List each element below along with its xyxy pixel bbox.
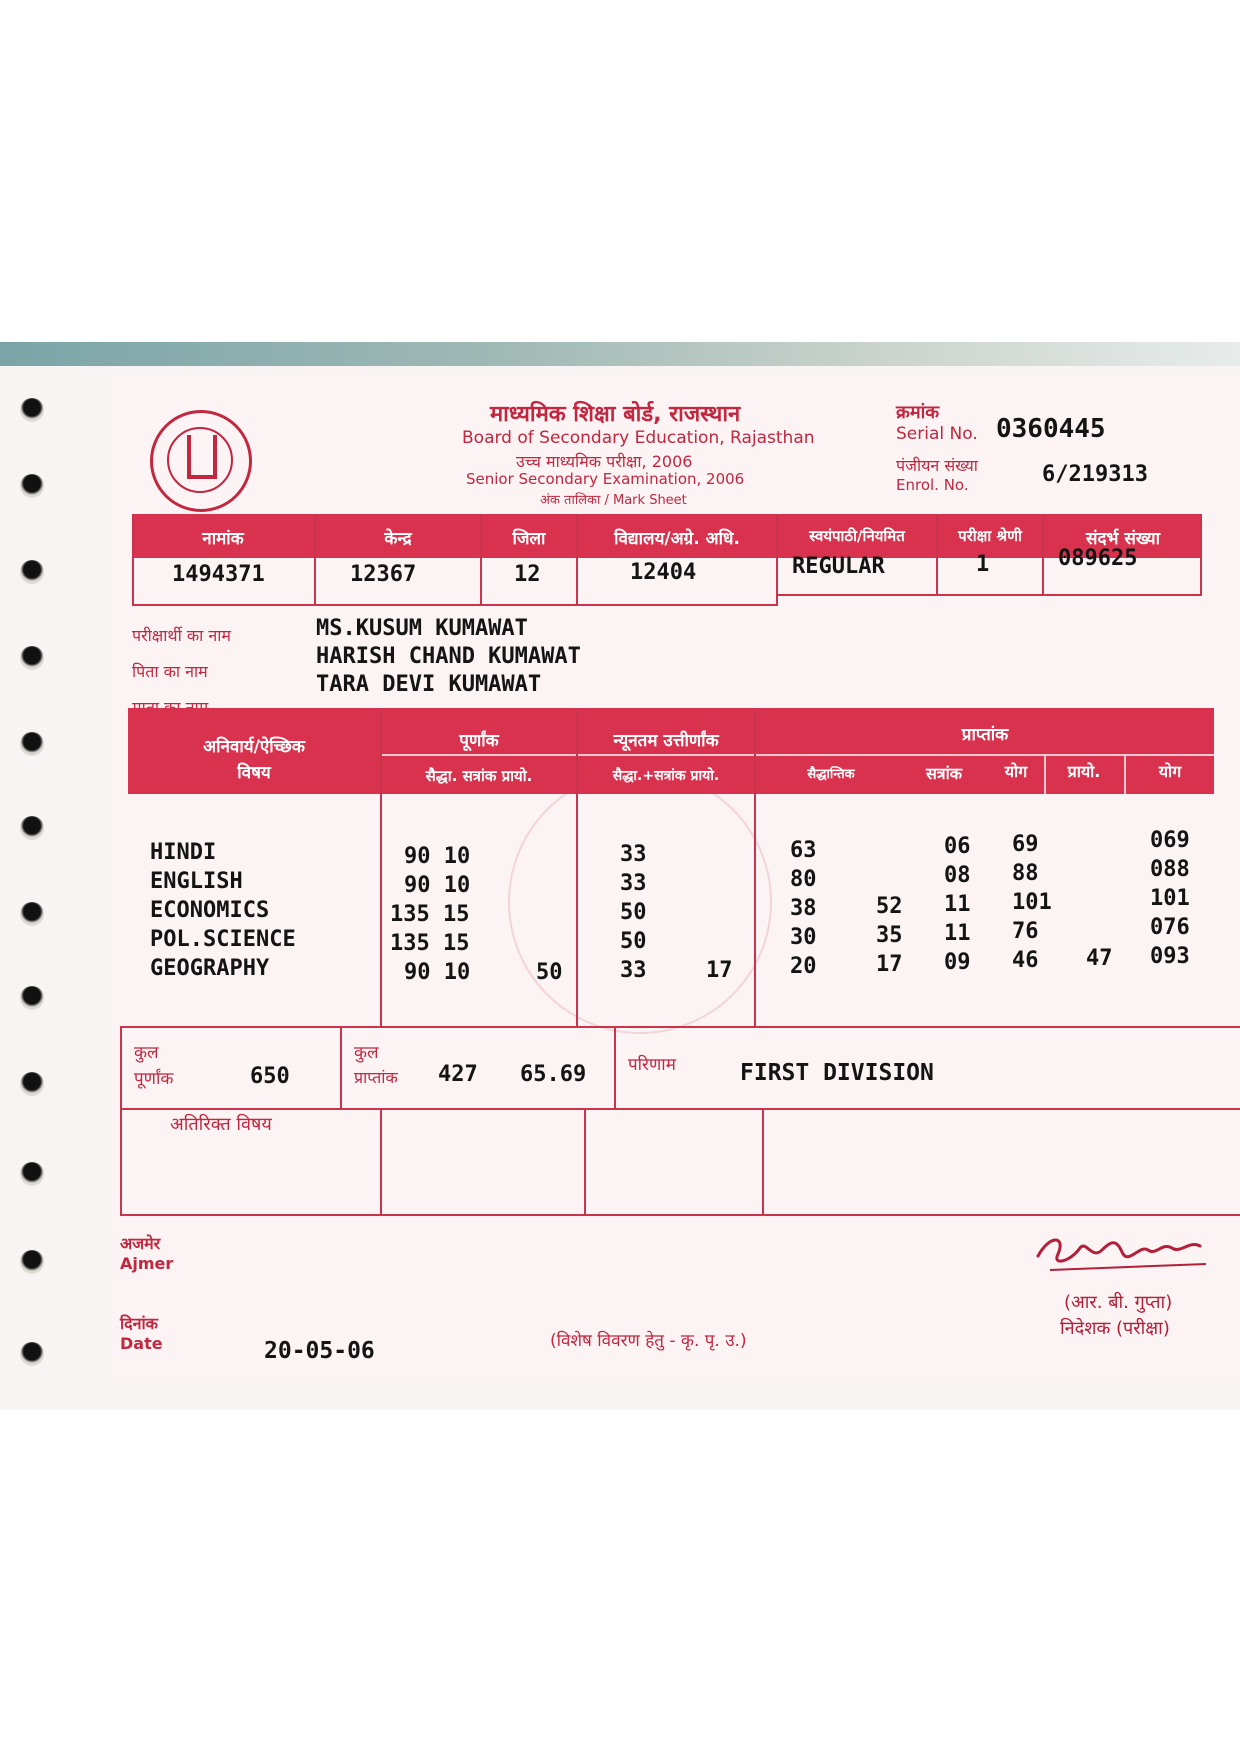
subject-sessional-a: 52 [876,894,903,919]
enrol-number: 6/219313 [1042,462,1148,487]
subject-max: 90 10 [404,873,471,898]
subject-sum: 101 [1012,890,1052,915]
subject-max: 90 10 [404,844,471,869]
enrol-label-hindi: पंजीयन संख्या [896,456,978,475]
marks-border [576,708,578,1026]
subject-sessional: 06 [944,834,971,859]
max-marks-subheader: सैद्धा. सत्रांक प्रायो. [425,767,533,785]
info-border [576,514,578,606]
signer-title: निदेशक (परीक्षा) [1060,1318,1170,1339]
subject-sessional: 11 [944,921,971,946]
subject-name: ECONOMICS [150,898,270,923]
info-header-centre: केन्द्र [384,529,412,549]
subject-sessional: 09 [944,950,971,975]
subject-total: 088 [1150,857,1190,882]
subject-sessional-a: 35 [876,923,903,948]
overleaf-note: (विशेष विवरण हेतु - कृ. पृ. उ.) [550,1331,747,1351]
min-marks-header: न्यूनतम उत्तीर्णांक [613,731,719,751]
subject-name: GEOGRAPHY [150,956,270,981]
obtained-sum-header: योग [1004,762,1028,781]
punch-hole [20,398,44,422]
marks-border [754,708,756,1026]
board-seal-icon [150,410,252,512]
punch-hole [20,1250,44,1274]
max-marks-header: पूर्णांक [459,731,499,751]
signer-name: (आर. बी. गुप्ता) [1064,1292,1173,1313]
total-obtained-label: कुल [354,1043,379,1063]
totals-border [120,1108,1240,1110]
info-border [1042,514,1044,594]
subject-name: POL.SCIENCE [150,927,296,952]
extra-border [762,1108,764,1216]
place-label-hindi: अजमेर [120,1234,161,1253]
info-border [776,514,778,606]
min-marks-subheader: सैद्धा.+सत्रांक प्रायो. [612,768,720,784]
roll-number: 1494371 [172,562,265,587]
subject-min-practical: 17 [706,958,733,983]
info-header-roll: नामांक [202,529,244,549]
extra-subject-label: अतिरिक्त विषय [170,1114,272,1135]
subject-min: 50 [620,900,647,925]
serial-label-hindi: क्रमांक [896,402,940,423]
subject-theory: 20 [790,954,817,979]
obtained-theory-header: सैद्धान्तिक [807,767,855,782]
extra-border [120,1214,1240,1216]
subject-sum: 46 [1012,948,1039,973]
subject-practical: 47 [1086,946,1113,971]
info-border [1200,514,1202,594]
punch-hole [20,732,44,756]
subject-total: 069 [1150,828,1190,853]
serial-label-english: Serial No. [896,424,978,444]
total-obtained-marks: 427 [438,1062,478,1087]
info-border [132,604,778,606]
subject-max: 135 15 [390,931,470,956]
director-signature [1030,1226,1210,1284]
obtained-sessional-header: सत्रांक [925,764,963,783]
subject-min: 33 [620,842,647,867]
obtained-marks-header: प्राप्तांक [961,725,1009,745]
punch-hole [20,1342,44,1366]
total-obtained-label-2: प्राप्तांक [354,1068,398,1087]
punch-hole [20,816,44,840]
result-value: FIRST DIVISION [740,1060,934,1086]
district-code: 12 [514,562,541,587]
subject-total: 101 [1150,886,1190,911]
subject-max: 90 10 [404,960,471,985]
date-label-hindi: दिनांक [120,1314,158,1333]
extra-border [584,1108,586,1216]
date-label-english: Date [120,1334,163,1353]
totals-border [120,1026,122,1216]
candidate-name-label: परीक्षार्थी का नाम [132,626,231,645]
info-header-exam-category: परीक्षा श्रेणी [958,527,1022,545]
issue-date: 20-05-06 [264,1338,375,1364]
total-max-label-2: पूर्णांक [134,1069,174,1089]
subject-name: ENGLISH [150,869,243,894]
subject-sum: 88 [1012,861,1039,886]
exam-name-hindi: उच्च माध्यमिक परीक्षा, 2006 [516,452,693,471]
father-name-label: पिता का नाम [132,662,208,681]
subject-header: अनिवार्य/ऐच्छिक [203,737,305,757]
subject-theory: 38 [790,896,817,921]
total-percentage: 65.69 [520,1062,587,1087]
father-name: HARISH CHAND KUMAWAT [316,644,581,669]
subject-sum: 69 [1012,832,1039,857]
info-border [776,594,1202,596]
board-name-english: Board of Secondary Education, Rajasthan [462,428,815,448]
punch-hole [20,560,44,584]
subject-header-2: विषय [237,763,271,783]
exam-category: 1 [976,552,990,577]
punch-hole [20,646,44,670]
extra-border [380,1108,382,1216]
info-header-school: विद्यालय/अग्रे. अधि. [614,529,740,549]
obtained-total-header: योग [1158,762,1182,781]
punch-hole [20,474,44,498]
subject-min: 33 [620,871,647,896]
subject-theory: 63 [790,838,817,863]
punch-hole [20,1162,44,1186]
info-border [132,514,134,606]
result-label: परिणाम [628,1055,676,1075]
subject-name: HINDI [150,840,217,865]
subject-sessional: 11 [944,892,971,917]
info-border [480,514,482,606]
subject-sessional-a: 17 [876,952,903,977]
punch-hole [20,902,44,926]
marks-border [380,708,382,1026]
total-max-label: कुल [134,1043,159,1063]
subject-theory: 30 [790,925,817,950]
mark-sheet-label: अंक तालिका / Mark Sheet [540,493,687,508]
subject-theory: 80 [790,867,817,892]
centre-code: 12367 [350,562,417,587]
punch-hole [20,1072,44,1096]
exam-name-english: Senior Secondary Examination, 2006 [466,470,745,488]
photo-top-edge [0,342,1240,366]
marks-header-divider [382,754,1214,756]
punch-hole [20,986,44,1010]
info-border [314,514,316,606]
serial-number: 0360445 [996,414,1106,444]
total-max-marks: 650 [250,1064,290,1089]
subject-max: 135 15 [390,902,470,927]
info-border [936,514,938,594]
subject-total: 076 [1150,915,1190,940]
subject-total: 093 [1150,944,1190,969]
school-code: 12404 [630,560,697,585]
totals-border [340,1026,342,1108]
totals-border [614,1026,616,1108]
info-header-candidate-type: स्वयंपाठी/नियमित [809,527,905,545]
candidate-type: REGULAR [792,554,885,579]
candidate-name: MS.KUSUM KUMAWAT [316,616,528,641]
obtained-practical-header: प्रायो. [1067,762,1101,781]
subject-max-practical: 50 [536,960,563,985]
subject-sum: 76 [1012,919,1039,944]
enrol-label-english: Enrol. No. [896,476,969,494]
mother-name: TARA DEVI KUMAWAT [316,672,542,697]
info-header-reference: संदर्भ संख्या [1085,529,1161,549]
subject-min: 50 [620,929,647,954]
reference-number: 089625 [1058,546,1138,571]
subject-sessional: 08 [944,863,971,888]
subject-min: 33 [620,958,647,983]
info-header-district: जिला [512,529,546,549]
place-label-english: Ajmer [120,1254,174,1273]
board-name-hindi: माध्यमिक शिक्षा बोर्ड, राजस्थान [490,402,741,427]
totals-border [120,1026,1240,1028]
